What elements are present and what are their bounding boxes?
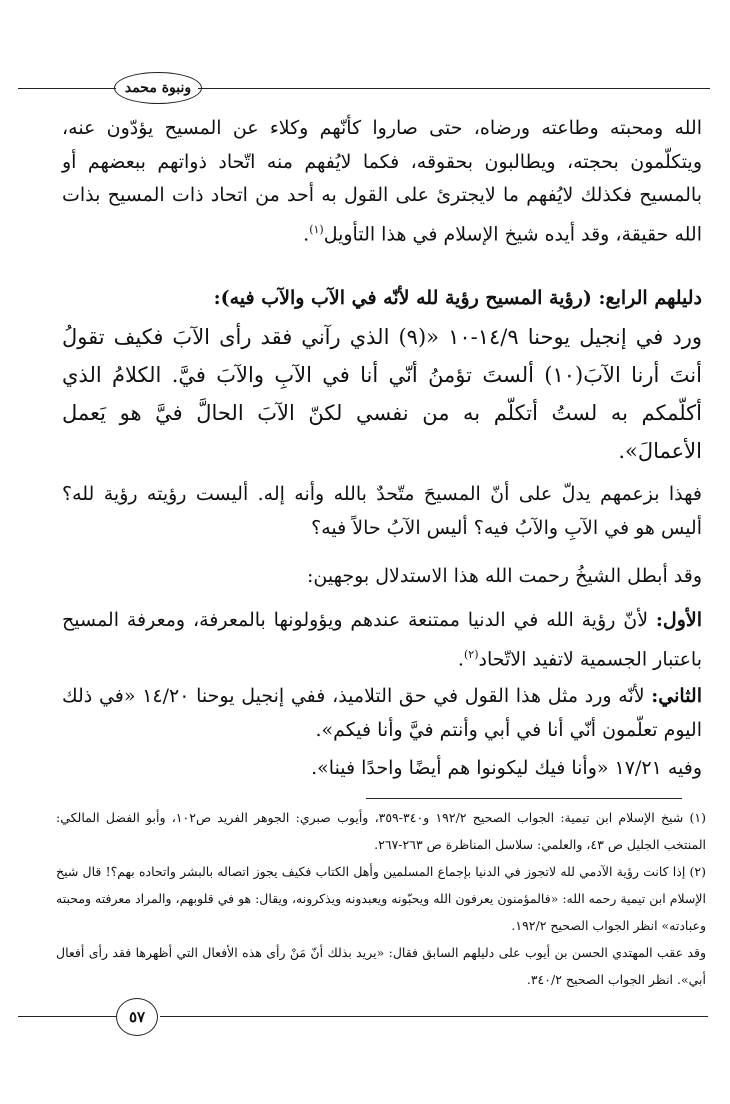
paragraph-1-end: . — [303, 222, 310, 245]
paragraph-4 — [62, 560, 702, 594]
footnote-ref-2: (٢) — [463, 647, 479, 661]
running-header — [114, 72, 202, 104]
section-heading — [62, 282, 702, 316]
paragraph-1-text: الله ومحبته وطاعته ورضاه، حتى صاروا كأنّهم وكلاء عن المسيح يؤدّون عنه، ويتكلّمون بحجته، ويطالبون بحقوقه، فكما لايُفهم منه اتّحاد ذواتهم ببعضهم أو بالمسيح فكذلك لايُفهم ما لايجترئ على القول به أحد من اتحاد ذات المسيح بذات الله حقيقة، وقد أيده شيخ الإسلام في هذا التأويل — [62, 117, 702, 245]
footer-rule-right — [160, 1016, 708, 1017]
paragraph-5-text: لأنّ رؤية الله في الدنيا ممتنعة عندهم ويؤولونها بالمعرفة، ومعرفة المسيح باعتبار الجسمية لاتفيد الاتّحاد — [62, 609, 702, 670]
footnote-2: (٢) إذا كانت رؤية الآدمي لله لاتجوز في الدنيا بإجماع المسلمين وأهل الكتاب فكيف يجوز اتصاله بالبشر واتحاده بهم؟! قال شيخ الإسلام ابن تيمية رحمه الله: «فالمؤمنون يعرفون الله ويحبّونه ويعبدونه ويذكرونه، ويقال: هو في قلوبهم، والمراد معرفته ومحبته وعبادته» انظر الجواب الصحيح ١٩٢/٢. — [56, 864, 706, 933]
running-header-title: ونبوة محمد — [124, 80, 192, 96]
paragraph-2-text: ورد في إنجيل يوحنا ١٤/٩-١٠ «(٩) الذي رآني فقد رأى الآبَ فكيف تقولُ أنتَ أرنا الآبَ(١٠) ألستَ تؤمنُ أنّي أنا في الآبِ والآبَ فيَّ. الكلامُ الذي أكلّمكم به لستُ أتكلّم به من نفسي لكنّ الآبَ الحالَّ فيَّ هو يَعمل الأعمالَ». — [62, 325, 703, 463]
footnotes — [56, 804, 706, 993]
paragraph-1 — [62, 112, 702, 251]
paragraph-3-text: فهذا بزعمهم يدلّ على أنّ المسيحَ متّحدٌ بالله وأنه إله. أليست رؤيته رؤية لله؟ أليس هو في الآبِ والآبُ فيه؟ أليس الآبُ حالاً فيه؟ — [62, 483, 702, 539]
header-rule-left — [18, 88, 116, 89]
paragraph-3 — [62, 478, 702, 545]
paragraph-6-text: لأنّه ورد مثل هذا القول في حق التلاميذ، ففي إنجيل يوحنا ١٤/٢٠ «في ذلك اليوم تعلّمون أنّي أنا في أبي وأنتم فيَّ وأنا فيكم». — [62, 685, 702, 741]
paragraph-5-label: الأول: — [655, 609, 702, 631]
paragraph-2 — [62, 318, 702, 470]
footer-rule-left — [18, 1016, 116, 1017]
paragraph-6 — [62, 680, 702, 747]
footnote-ref-1: (١) — [309, 222, 324, 236]
paragraph-7-text: وفيه ١٧/٢١ «وأنا فيك ليكونوا هم أيضًا واحدًا فينا». — [311, 757, 702, 779]
paragraph-6-label: الثاني: — [651, 685, 702, 707]
page-number — [116, 998, 158, 1036]
paragraph-5-end: . — [457, 647, 464, 670]
header-rule-right — [198, 88, 710, 89]
paragraph-4-text: وقد أبطل الشيخُ رحمت الله هذا الاستدلال بوجهين: — [306, 565, 702, 587]
section-heading-text: دليلهم الرابع: (رؤية المسيح رؤية لله لأنّه في الآب والآب فيه): — [213, 287, 702, 309]
paragraph-5 — [62, 604, 702, 676]
paragraph-7 — [62, 752, 702, 786]
footnote-3: وقد عقب المهتدي الحسن بن أيوب على دليلهم السابق فقال: «يريد بذلك أنّ مَنْ رأى هذه الأفعال التي أظهرها فقد رأى أفعال أبي». انظر الجواب الصحيح ٣٤٠/٢. — [56, 945, 706, 987]
footnote-separator — [366, 798, 682, 799]
footnote-1: (١) شيخ الإسلام ابن تيمية: الجواب الصحيح ١٩٢/٢ و٣٤٠-٣٥٩، وأيوب صبري: الجوهر الفريد ص١٠٢، وأبو الفضل المالكي: المنتخب الجليل ص ٤٣، والعلمي: سلاسل المناظرة ص ٢٦٣-٢٦٧. — [56, 810, 706, 852]
page-number-text: ٥٧ — [128, 1008, 146, 1026]
